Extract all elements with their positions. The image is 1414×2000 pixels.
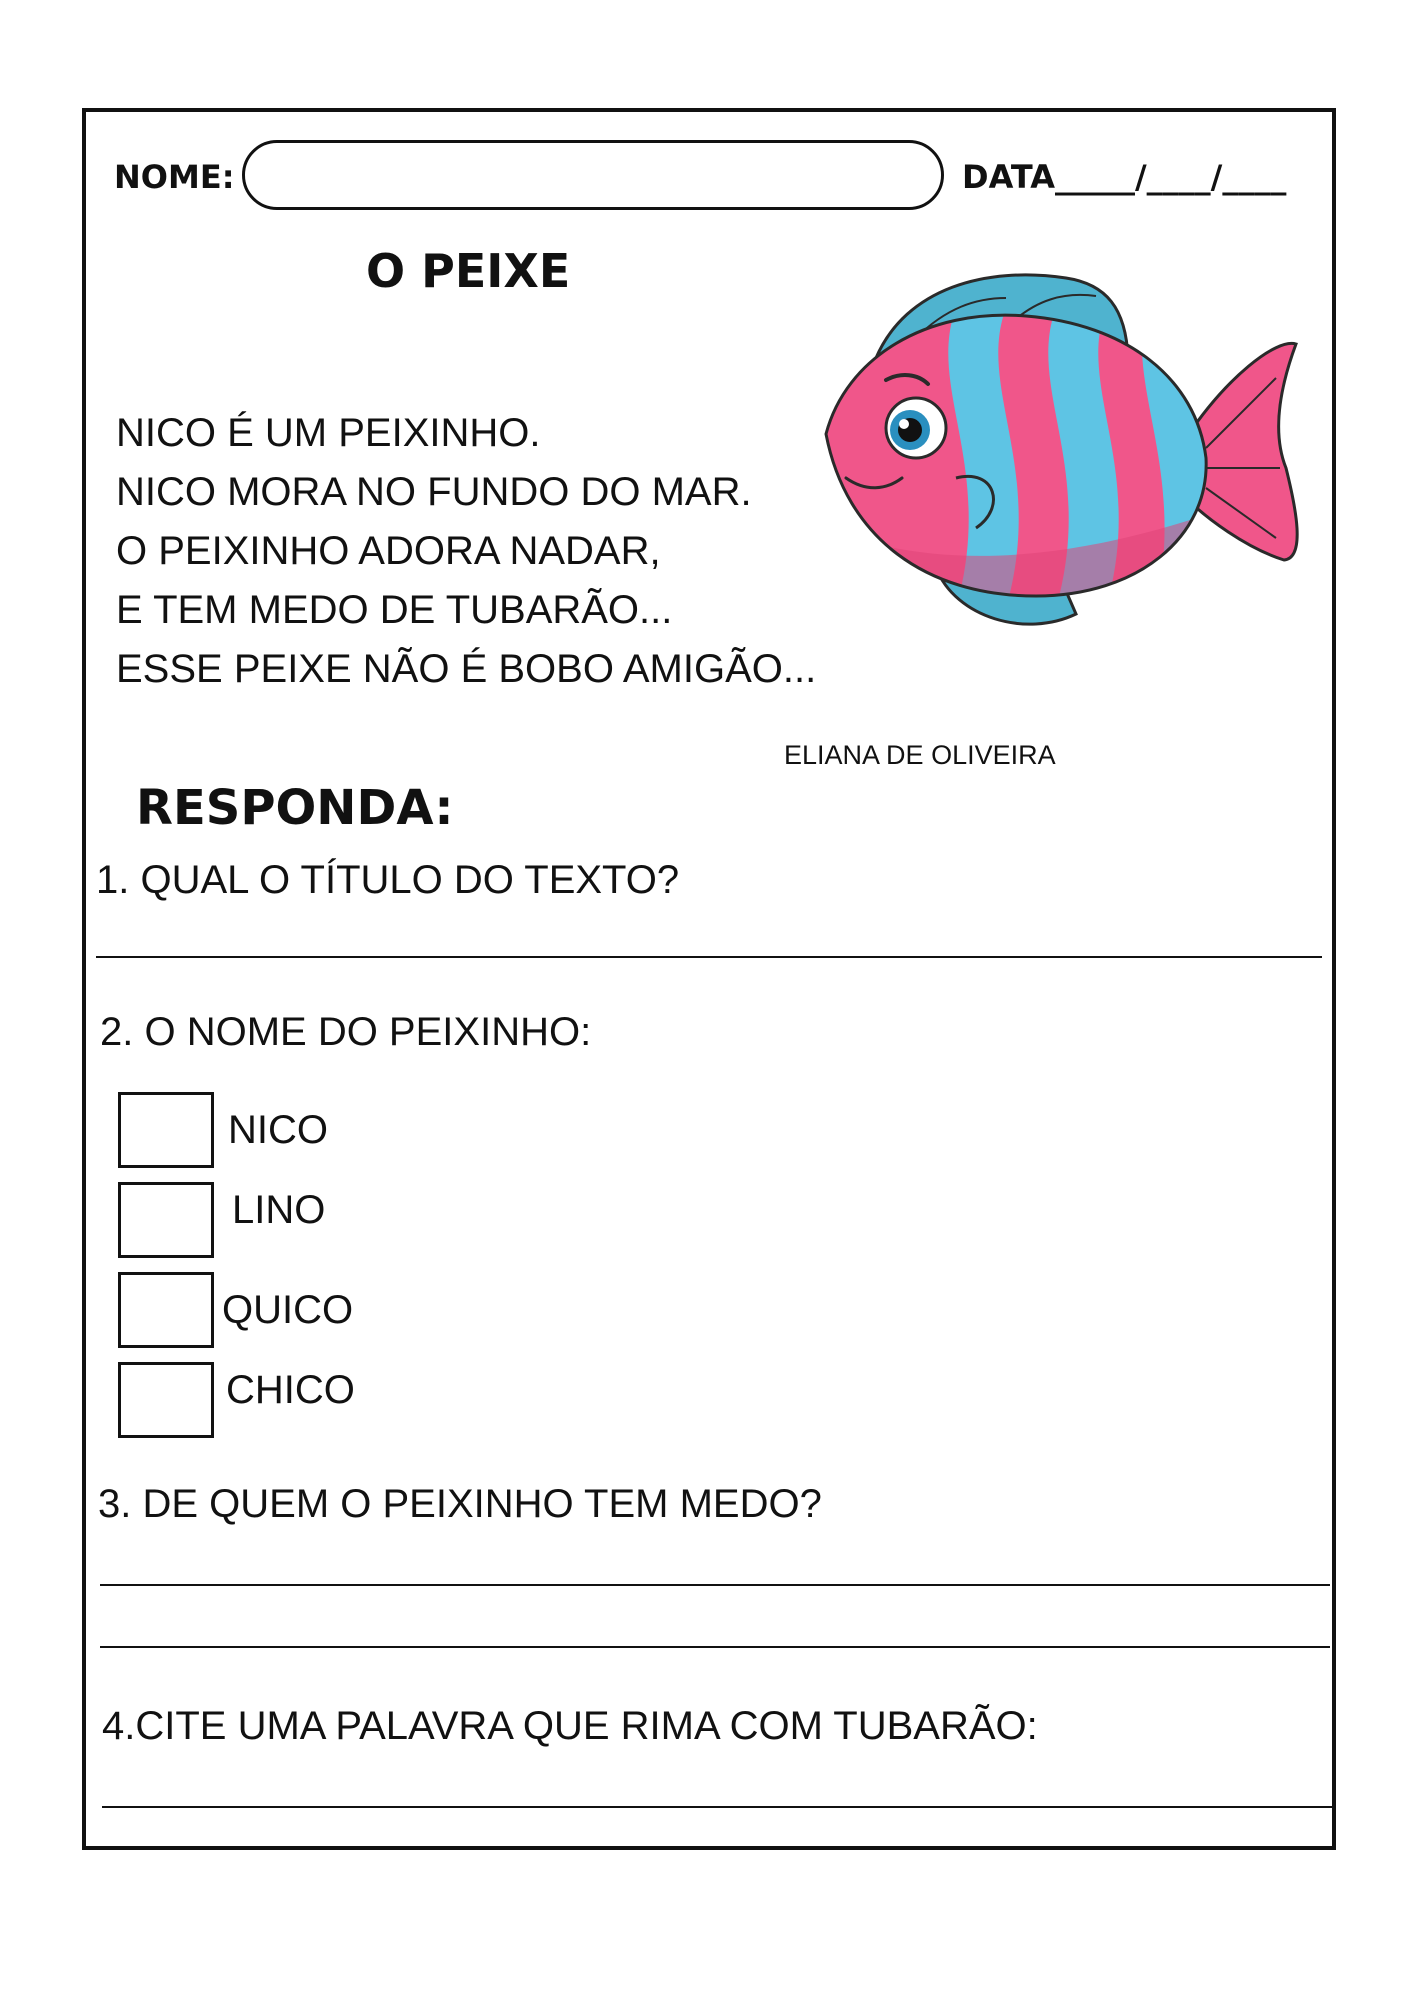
name-field[interactable] bbox=[242, 140, 944, 210]
story-line: O PEIXINHO ADORA NADAR, bbox=[116, 529, 661, 573]
name-label: NOME: bbox=[114, 158, 235, 196]
author: ELIANA DE OLIVEIRA bbox=[784, 740, 1056, 770]
question-2: 2. O NOME DO PEIXINHO: bbox=[100, 1010, 592, 1054]
checkbox-nico[interactable] bbox=[118, 1092, 214, 1168]
story-line: ESSE PEIXE NÃO É BOBO AMIGÃO... bbox=[116, 647, 817, 691]
fish-icon bbox=[806, 268, 1306, 648]
story-line: NICO É UM PEIXINHO. bbox=[116, 411, 541, 455]
checkbox-lino[interactable] bbox=[118, 1182, 214, 1258]
question-1: 1. QUAL O TÍTULO DO TEXTO? bbox=[96, 858, 680, 902]
question-3: 3. DE QUEM O PEIXINHO TEM MEDO? bbox=[98, 1482, 822, 1526]
option-quico: QUICO bbox=[222, 1288, 354, 1332]
date-label: DATA_____/____/____ bbox=[962, 158, 1287, 196]
story-line: E TEM MEDO DE TUBARÃO... bbox=[116, 588, 673, 632]
option-nico: NICO bbox=[228, 1108, 328, 1152]
answer-line-4[interactable] bbox=[102, 1806, 1332, 1808]
answer-line-3b[interactable] bbox=[100, 1646, 1330, 1648]
story-line: NICO MORA NO FUNDO DO MAR. bbox=[116, 470, 752, 514]
page-title: O PEIXE bbox=[366, 244, 571, 298]
story-text bbox=[116, 404, 816, 699]
question-4: 4.CITE UMA PALAVRA QUE RIMA COM TUBARÃO: bbox=[102, 1704, 1038, 1748]
checkbox-quico[interactable] bbox=[118, 1272, 214, 1348]
answer-line-3a[interactable] bbox=[100, 1584, 1330, 1586]
option-lino: LINO bbox=[232, 1188, 326, 1232]
answer-line-1[interactable] bbox=[96, 956, 1322, 958]
questions-heading: RESPONDA: bbox=[136, 780, 454, 836]
option-chico: CHICO bbox=[226, 1368, 355, 1412]
checkbox-chico[interactable] bbox=[118, 1362, 214, 1438]
